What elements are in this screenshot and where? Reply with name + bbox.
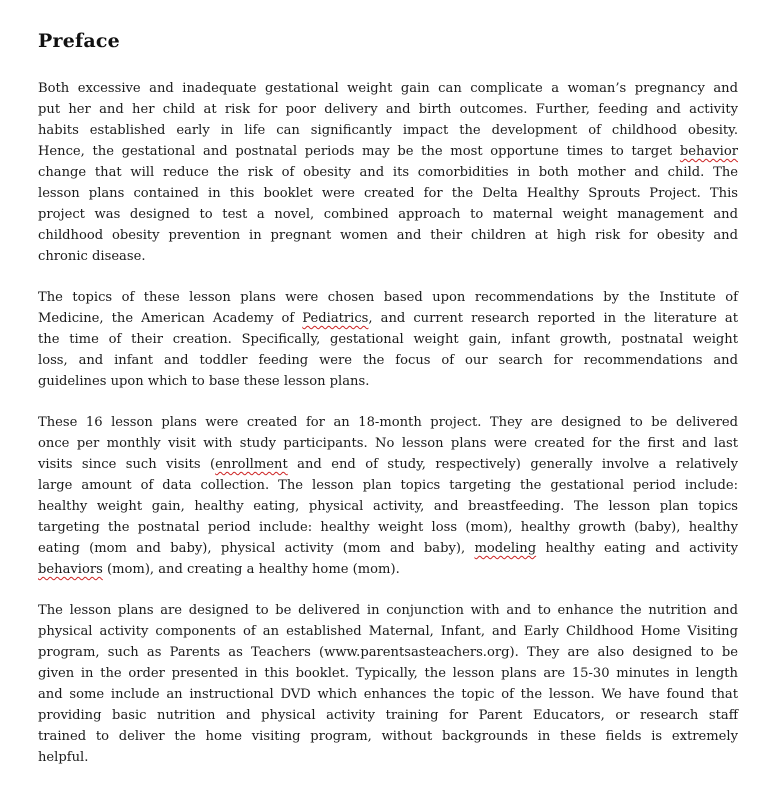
text-line (38, 559, 738, 580)
text-run: These 16 lesson plans were created for an 18-month project. They are designed to be delivered (38, 415, 738, 430)
text-line (38, 78, 738, 99)
text-line (38, 642, 738, 663)
page-title: Preface (38, 30, 120, 52)
text-line (38, 496, 738, 517)
spellcheck-flagged-word: modeling (474, 541, 537, 556)
paragraph (38, 78, 738, 267)
text-line (38, 600, 738, 621)
text-line (38, 475, 738, 496)
text-run: The topics of these lesson plans were chosen based upon recommendations by the Institute of (38, 290, 738, 305)
text-line (38, 517, 738, 538)
paragraph (38, 412, 738, 580)
text-run: helpful. (38, 750, 89, 765)
spellcheck-flagged-word: behaviors (38, 562, 103, 577)
text-run: the time of their creation. Specifically, gestational weight gain, infant growth, postnatal weight (38, 332, 738, 347)
text-run: healthy weight gain, healthy eating, physical activity, and breastfeeding. The lesson plan topics (38, 499, 738, 514)
text-run: (mom), and creating a healthy home (mom). (102, 562, 400, 577)
text-run: The lesson plans are designed to be delivered in conjunction with and to enhance the nutrition and (38, 603, 738, 618)
text-line (38, 663, 738, 684)
text-run: Both excessive and inadequate gestational weight gain can complicate a woman’s pregnancy and (38, 81, 738, 96)
text-run: habits established early in life can significantly impact the development of childhood obesity. (38, 123, 738, 138)
text-run: physical activity components of an established Maternal, Infant, and Early Childhood Home Visiting (38, 624, 738, 639)
text-run: put her and her child at risk for poor delivery and birth outcomes. Further, feeding and activity (38, 102, 738, 117)
text-run: large amount of data collection. The lesson plan topics targeting the gestational period include: (38, 478, 738, 493)
text-line (38, 287, 738, 308)
text-run: given in the order presented in this booklet. Typically, the lesson plans are 15-30 minutes in length (38, 666, 738, 681)
text-run: project was designed to test a novel, combined approach to maternal weight management and (38, 207, 738, 222)
text-line (38, 726, 738, 747)
text-line (38, 538, 738, 559)
paragraph (38, 287, 738, 392)
text-run: and some include an instructional DVD which enhances the topic of the lesson. We have found that (38, 687, 738, 702)
text-run: loss, and infant and toddler feeding were the focus of our search for recommendations and (38, 353, 738, 368)
text-run: chronic disease. (38, 249, 146, 264)
text-run: , and current research reported in the literature at (368, 311, 738, 326)
text-run: providing basic nutrition and physical activity training for Parent Educators, or research staff (38, 708, 738, 723)
text-run: once per monthly visit with study participants. No lesson plans were created for the first and last (38, 436, 738, 451)
document-body (38, 78, 738, 788)
text-line (38, 225, 738, 246)
text-run: childhood obesity prevention in pregnant women and their children at high risk for obesity and (38, 228, 738, 243)
text-line (38, 433, 738, 454)
text-run: trained to deliver the home visiting program, without backgrounds in these fields is extremely (38, 729, 738, 744)
text-line (38, 454, 738, 475)
text-line (38, 329, 738, 350)
text-line (38, 705, 738, 726)
spellcheck-flagged-word: enrollment (215, 457, 288, 472)
spellcheck-flagged-word: behavior (679, 144, 738, 159)
text-run: visits since such visits ( (38, 457, 216, 472)
text-line (38, 246, 738, 267)
text-line (38, 99, 738, 120)
text-line (38, 684, 738, 705)
text-run: and end of study, respectively) generally involve a relatively (287, 457, 739, 472)
text-run: healthy eating and activity (536, 541, 738, 556)
text-run: eating (mom and baby), physical activity (mom and baby), (38, 541, 475, 556)
text-line (38, 412, 738, 433)
text-line (38, 371, 738, 392)
text-line (38, 747, 738, 768)
text-line (38, 141, 738, 162)
text-line (38, 162, 738, 183)
text-line (38, 204, 738, 225)
text-line (38, 621, 738, 642)
text-line (38, 120, 738, 141)
text-run: lesson plans contained in this booklet were created for the Delta Healthy Sprouts Project. This (38, 186, 738, 201)
spellcheck-flagged-word: Pediatrics (302, 311, 369, 326)
text-line (38, 350, 738, 371)
text-run: Hence, the gestational and postnatal periods may be the most opportune times to target (38, 144, 680, 159)
text-run: targeting the postnatal period include: healthy weight loss (mom), healthy growth (baby), healthy (38, 520, 738, 535)
text-run: change that will reduce the risk of obesity and its comorbidities in both mother and child. The (38, 165, 738, 180)
text-line (38, 308, 738, 329)
text-run: program, such as Parents as Teachers (www.parentsasteachers.org). They are also designed to be (38, 645, 738, 660)
text-line (38, 183, 738, 204)
text-run: Medicine, the American Academy of (38, 311, 303, 326)
text-run: guidelines upon which to base these lesson plans. (38, 374, 370, 389)
paragraph (38, 600, 738, 768)
